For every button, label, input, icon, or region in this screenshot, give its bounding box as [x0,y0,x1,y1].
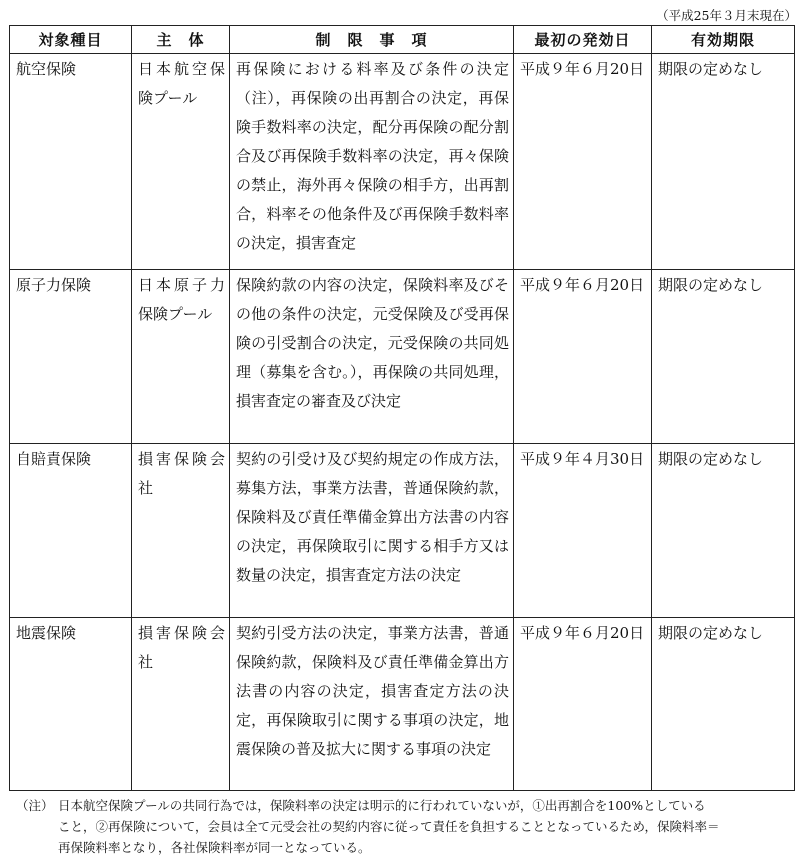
cell-restrictions: 再保険における料率及び条件の決定（注），再保険の出再割合の決定，再保険手数料率の決定，配分再保険の配分割合及び再保険手数料率の決定，再々保険の禁止，海外再々保険の相手方，出再割合，料率その他条件及び再保険手数料率の決定，損害査定 [230,54,514,270]
header-target: 対象種目 [10,26,132,54]
cell-expiry: 期限の定めなし [652,270,795,444]
header-entity: 主 体 [132,26,230,54]
cell-restrictions: 契約引受方法の決定，事業方法書，普通保険約款，保険料及び責任準備金算出方法書の内容の決定，損害査定方法の決定，再保険取引に関する事項の決定，地震保険の普及拡大に関する事項の決定 [230,618,514,791]
date-note: （平成25年３月末現在） [656,8,797,23]
footnote-line-1 [16,795,796,816]
cell-effective-date: 平成９年６月20日 [514,270,652,444]
cell-target: 自賠責保険 [10,444,132,618]
footnote-line-3: 再保険料率となり，各社保険料率が同一となっている。 [58,840,371,855]
table-row [10,444,795,618]
cell-entity: 損害保険会社 [132,444,230,618]
cell-entity: 損害保険会社 [132,618,230,791]
cell-expiry: 期限の定めなし [652,444,795,618]
cell-restrictions: 保険約款の内容の決定，保険料率及びその他の条件の決定，元受保険及び受再保険の引受割合の決定，元受保険の共同処理（募集を含む。），再保険の共同処理，損害査定の審査及び決定 [230,270,514,444]
footnote-line-2: こと，②再保険について，会員は全て元受会社の契約内容に従って責任を負担することとなっているため，保険料率＝ [58,819,720,834]
cell-effective-date: 平成９年４月30日 [514,444,652,618]
cell-target: 原子力保険 [10,270,132,444]
table-row [10,270,795,444]
cell-entity: 日本原子力保険プール [132,270,230,444]
header-restrictions: 制 限 事 項 [230,26,514,54]
table-header-row [10,26,795,54]
cell-target: 地震保険 [10,618,132,791]
table-row [10,54,795,270]
cell-restrictions: 契約の引受け及び契約規定の作成方法，募集方法，事業方法書，普通保険約款，保険料及び責任準備金算出方法書の内容の決定，再保険取引に関する相手方又は数量の決定，損害査定方法の決定 [230,444,514,618]
cell-target: 航空保険 [10,54,132,270]
cell-expiry: 期限の定めなし [652,618,795,791]
header-effective-date: 最初の発効日 [514,26,652,54]
cell-entity: 日本航空保険プール [132,54,230,270]
cell-expiry: 期限の定めなし [652,54,795,270]
footnote-text-1: 日本航空保険プールの共同行為では，保険料率の決定は明示的に行われていないが，①出再割合を100%としている [58,798,706,813]
table-row [10,618,795,791]
footnote [16,795,796,858]
restriction-table [9,25,795,791]
header-expiry: 有効期限 [652,26,795,54]
cell-effective-date: 平成９年６月20日 [514,54,652,270]
cell-effective-date: 平成９年６月20日 [514,618,652,791]
footnote-mark: （注） [16,798,54,813]
